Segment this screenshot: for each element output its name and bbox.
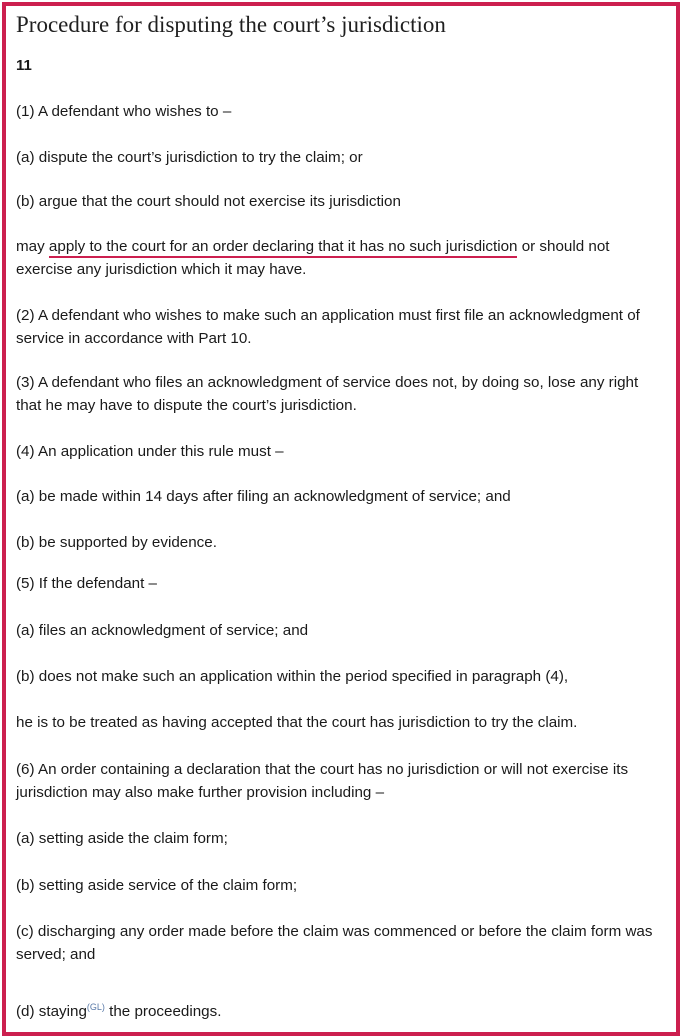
paragraph-1c-post: or should not exercise any jurisdiction which it may have. [16,238,610,278]
paragraph-6d [16,996,664,1023]
paragraph-6b: (b) setting aside service of the claim form; [16,877,298,894]
paragraph-4b: (b) be supported by evidence. [16,534,217,551]
paragraph-3: (3) A defendant who files an acknowledgment of service does not, by doing so, lose any right that he may have to dispute the court’s jurisdiction. [16,374,639,414]
paragraph-2: (2) A defendant who wishes to make such an application must first file an acknowledgment of service in accordance with Part 10. [16,307,640,347]
paragraph-6d-post: the proceedings. [104,1003,222,1020]
highlighted-phrase: apply to the court for an order declaring that it has no such jurisdiction [49,238,518,258]
glossary-link[interactable]: (GL) [86,1002,105,1012]
paragraph-1c [16,235,664,281]
paragraph-1a: (a) dispute the court’s jurisdiction to try the claim; or [16,149,363,166]
paragraph-6c: (c) discharging any order made before the claim was commenced or before the claim form was served; and [16,923,653,963]
paragraph-5a: (a) files an acknowledgment of service; and [16,622,309,639]
paragraph-5b: (b) does not make such an application within the period specified in paragraph (4), [16,668,569,685]
paragraph-6d-pre: (d) staying [16,1003,87,1020]
page-title: Procedure for disputing the court’s jurisdiction [16,12,446,37]
paragraph-1: (1) A defendant who wishes to – [16,103,232,120]
paragraph-5c: he is to be treated as having accepted that the court has jurisdiction to try the claim. [16,714,578,731]
paragraph-4a: (a) be made within 14 days after filing an acknowledgment of service; and [16,488,511,505]
paragraph-5: (5) If the defendant – [16,575,158,592]
paragraph-4: (4) An application under this rule must – [16,443,284,460]
paragraph-6: (6) An order containing a declaration that the court has no jurisdiction or will not exercise its jurisdiction may also make further provision including – [16,761,629,801]
rule-number: 11 [16,57,32,74]
paragraph-1c-pre: may [16,238,49,255]
paragraph-1b: (b) argue that the court should not exercise its jurisdiction [16,193,401,210]
paragraph-6a: (a) setting aside the claim form; [16,830,228,847]
